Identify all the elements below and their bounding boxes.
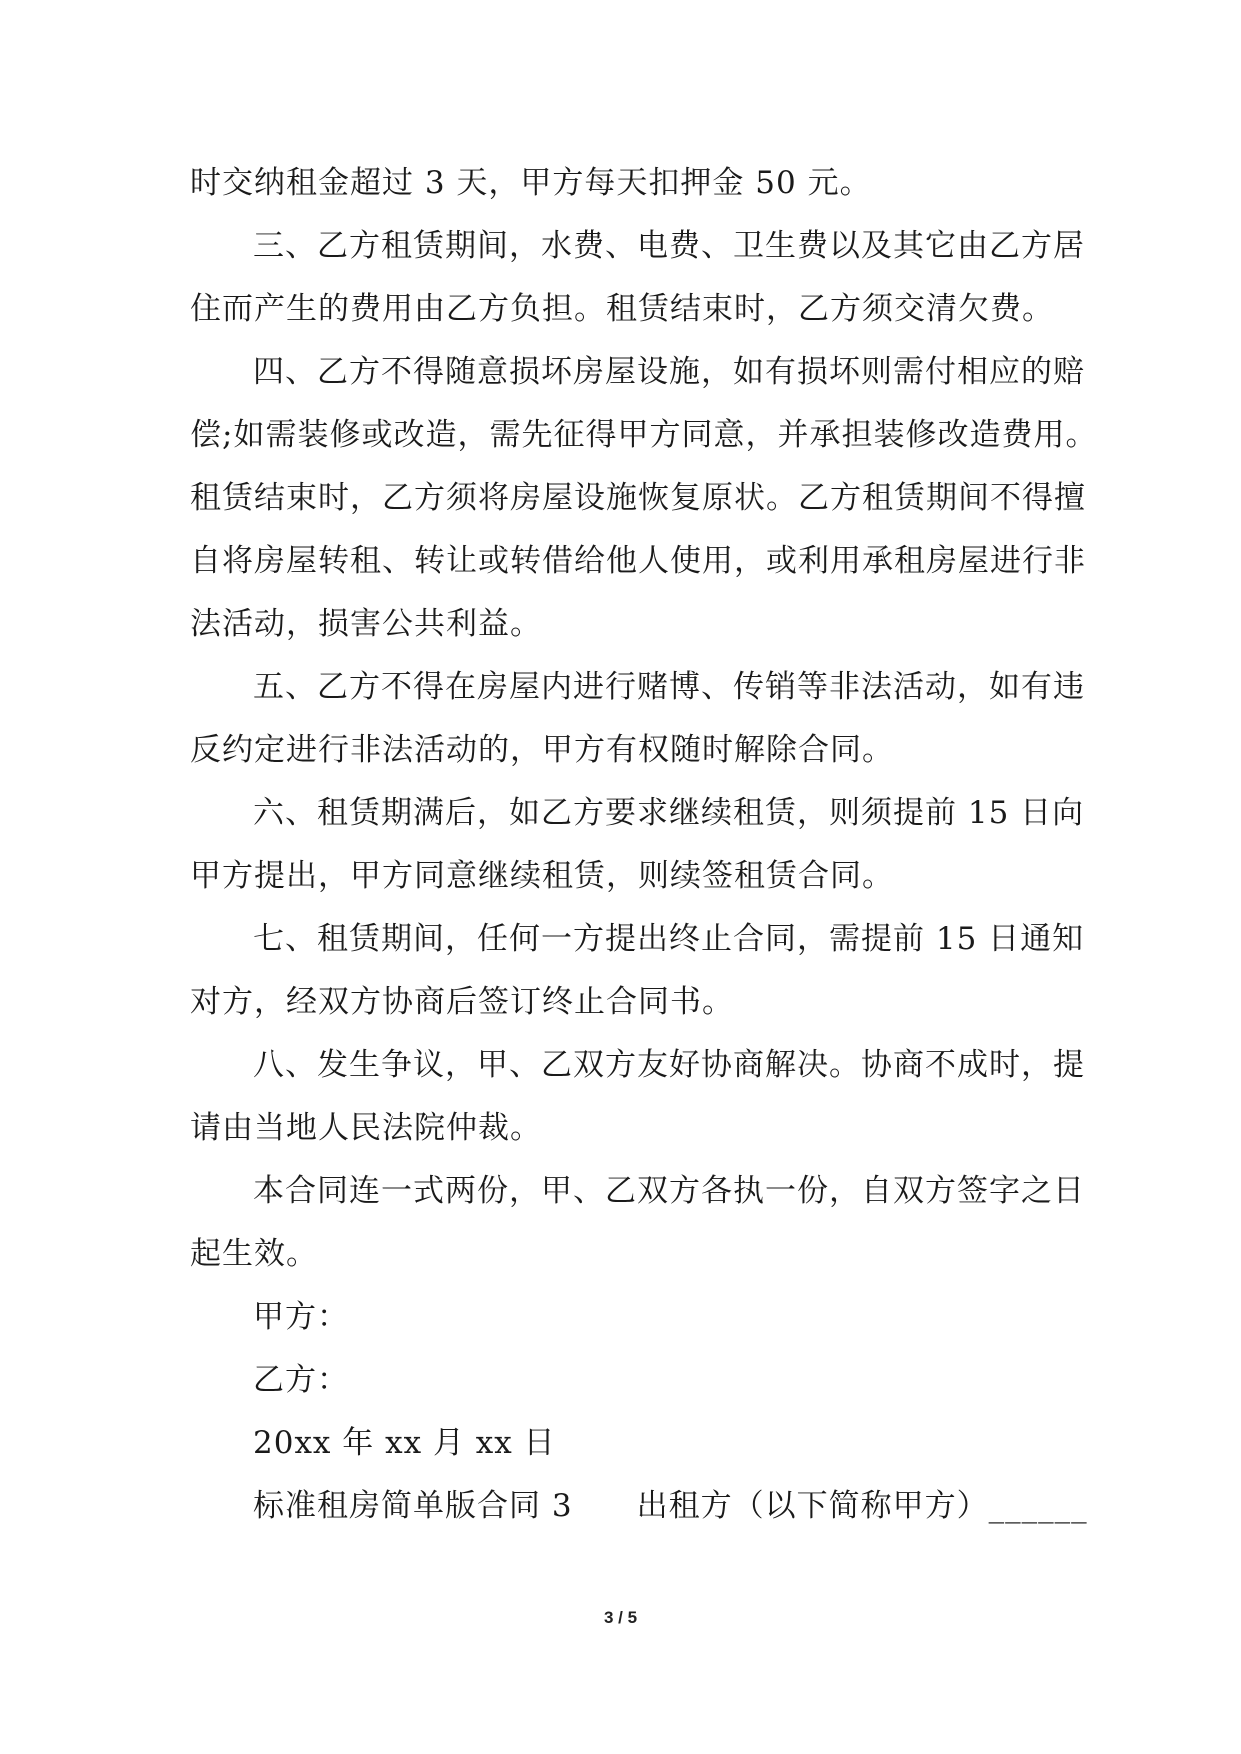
text-line: 偿;如需装修或改造，需先征得甲方同意，并承担装修改造费用。 [190,417,1098,453]
signature-party-a: 甲方： [253,1299,349,1335]
page-number: 3 / 5 [603,1608,638,1627]
text-line: 反约定进行非法活动的，甲方有权随时解除合同。 [190,732,894,768]
text-line: 四、乙方不得随意损坏房屋设施，如有损坏则需付相应的赔 [253,354,1085,390]
text-line: 六、租赁期满后，如乙方要求继续租赁，则须提前 15 日向 [253,795,1085,831]
next-contract-heading: 标准租房简单版合同 3 出租方（以下简称甲方）______ [253,1488,1088,1524]
text-line: 起生效。 [190,1236,318,1272]
text-line: 请由当地人民法院仲裁。 [190,1110,542,1146]
text-line: 本合同连一式两份，甲、乙双方各执一份，自双方签字之日 [253,1173,1085,1209]
text-line: 八、发生争议，甲、乙双方友好协商解决。协商不成时，提 [253,1047,1085,1083]
text-line: 七、租赁期间，任何一方提出终止合同，需提前 15 日通知 [253,921,1085,957]
text-line: 时交纳租金超过 3 天，甲方每天扣押金 50 元。 [190,165,872,201]
text-line: 对方，经双方协商后签订终止合同书。 [190,984,734,1020]
signature-party-b: 乙方： [253,1362,349,1398]
text-line: 法活动，损害公共利益。 [190,606,542,642]
signature-date: 20xx 年 xx 月 xx 日 [253,1425,556,1461]
text-line: 甲方提出，甲方同意继续租赁，则续签租赁合同。 [190,858,894,894]
text-line: 自将房屋转租、转让或转借给他人使用，或利用承租房屋进行非 [190,543,1086,579]
text-line: 三、乙方租赁期间，水费、电费、卫生费以及其它由乙方居 [253,228,1085,264]
text-line: 住而产生的费用由乙方负担。租赁结束时，乙方须交清欠费。 [190,291,1054,327]
text-line: 租赁结束时，乙方须将房屋设施恢复原状。乙方租赁期间不得擅 [190,480,1086,516]
text-line: 五、乙方不得在房屋内进行赌博、传销等非法活动，如有违 [253,669,1085,705]
